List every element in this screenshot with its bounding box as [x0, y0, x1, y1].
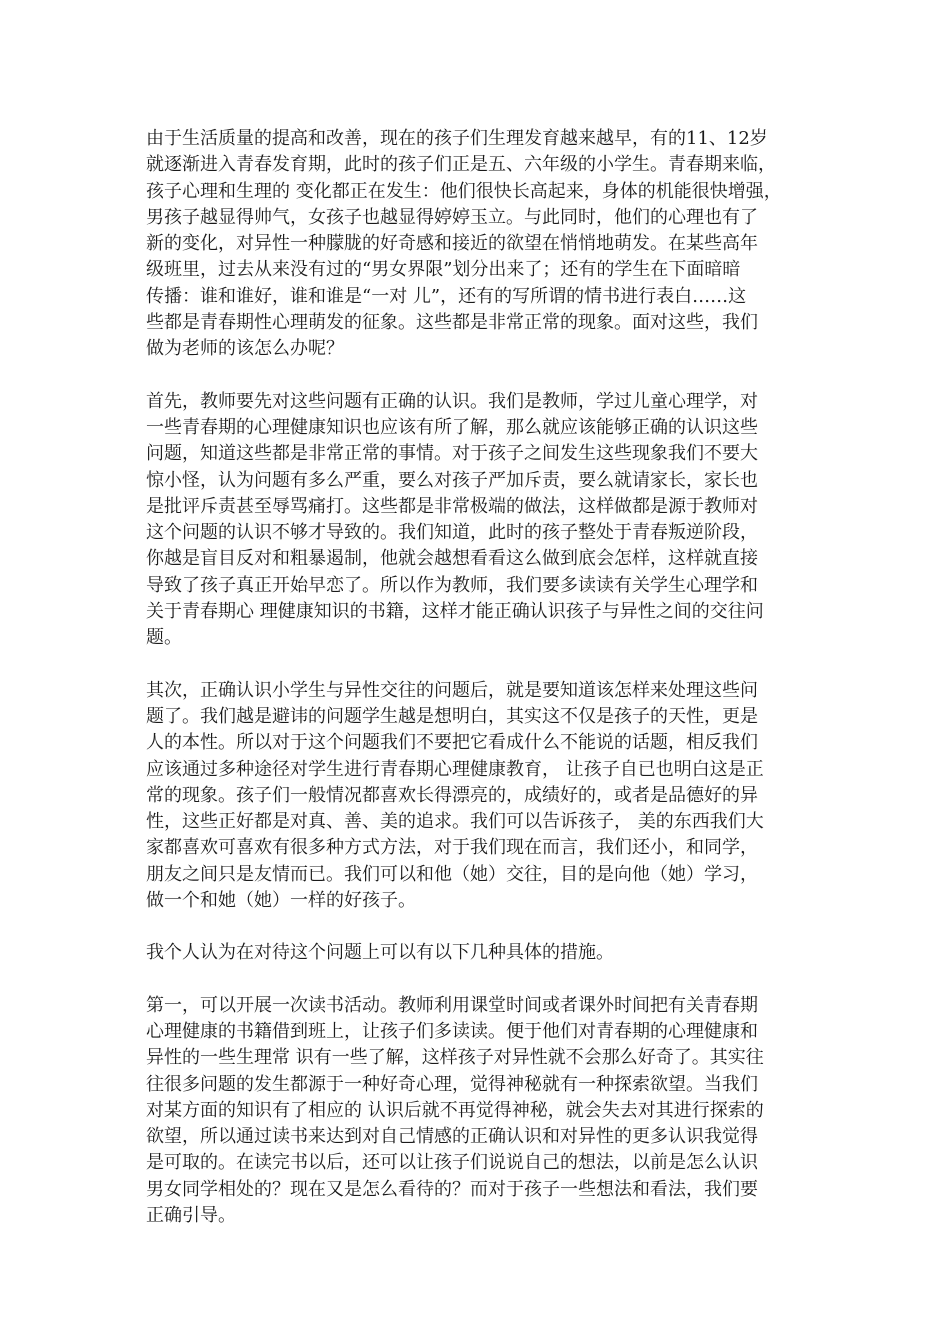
text-line: 男孩子越显得帅气，女孩子也越显得婷婷玉立。与此同时，他们的心理也有了	[146, 206, 758, 228]
text-line: 对某方面的知识有了相应的 认识后就不再觉得神秘，就会失去对其进行探索的	[146, 1099, 764, 1121]
text-line: 往很多问题的发生都源于一种好奇心理，觉得神秘就有一种探索欲望。当我们	[146, 1073, 758, 1095]
document-page	[146, 126, 822, 1255]
text-line: 男女同学相处的？现在又是怎么看待的？而对于孩子一些想法和看法，我们要	[146, 1178, 758, 1200]
text-line: 由于生活质量的提高和改善，现在的孩子们生理发育越来越早，有的11、12岁	[146, 128, 768, 149]
text-line: 做为老师的该怎么办呢？	[146, 338, 344, 360]
text-line: 题。	[146, 627, 182, 649]
text-line: 问题，知道这些都是非常正常的事情。对于孩子之间发生这些现象我们不要大	[146, 443, 758, 465]
text-line: 就逐渐进入青春发育期，此时的孩子们正是五、六年级的小学生。青春期来临，	[146, 154, 776, 176]
text-line: 第一，可以开展一次读书活动。教师利用课堂时间或者课外时间把有关青春期	[146, 994, 758, 1016]
text-line: 家都喜欢可喜欢有很多种方式方法，对于我们现在而言，我们还小，和同学，	[146, 837, 758, 859]
text-line: 这个问题的认识不够才导致的。我们知道，此时的孩子整处于青春叛逆阶段，	[146, 522, 758, 544]
text-line: 心理健康的书籍借到班上，让孩子们多读读。便于他们对青春期的心理健康和	[146, 1020, 758, 1042]
text-line: 朋友之间只是友情而已。我们可以和他（她）交往，目的是向他（她）学习，	[146, 863, 758, 885]
text-line: 人的本性。所以对于这个问题我们不要把它看成什么不能说的话题，相反我们	[146, 732, 758, 754]
text-line: 首先，教师要先对这些问题有正确的认识。我们是教师，学过儿童心理学，对	[146, 390, 758, 412]
text-line: 常的现象。孩子们一般情况都喜欢长得漂亮的，成绩好的，或者是品德好的异	[146, 784, 758, 806]
text-line: 我个人认为在对待这个问题上可以有以下几种具体的措施。	[146, 942, 614, 964]
text-line: 是可取的。在读完书以后，还可以让孩子们说说自己的想法，以前是怎么认识	[146, 1152, 758, 1174]
text-line: 关于青春期心 理健康知识的书籍，这样才能正确认识孩子与异性之间的交往问	[146, 601, 764, 623]
text-line: 性，这些正好都是对真、善、美的追求。我们可以告诉孩子， 美的东西我们大	[146, 811, 764, 833]
text-line: 级班里，过去从来没有过的“男女界限”划分出来了；还有的学生在下面暗暗	[146, 259, 741, 281]
text-line: 是批评斥责甚至辱骂痛打。这些都是非常极端的做法，这样做都是源于教师对	[146, 495, 758, 517]
text-line: 惊小怪，认为问题有多么严重，要么对孩子严加斥责，要么就请家长，家长也	[146, 469, 758, 491]
text-line: 正确引导。	[146, 1204, 236, 1226]
paragraph-4	[146, 940, 822, 966]
paragraph-3	[146, 678, 822, 915]
text-line: 欲望，所以通过读书来达到对自己情感的正确认识和对异性的更多认识我觉得	[146, 1126, 758, 1148]
text-line: 应该通过多种途径对学生进行青春期心理健康教育， 让孩子自已也明白这是正	[146, 758, 764, 780]
paragraph-5	[146, 993, 822, 1230]
text-line: 你越是盲目反对和粗暴遏制，他就会越想看看这么做到底会怎样，这样就直接	[146, 548, 758, 570]
text-line: 题了。我们越是避讳的问题学生越是想明白，其实这不仅是孩子的天性，更是	[146, 705, 758, 727]
text-line: 新的变化，对异性一种朦胧的好奇感和接近的欲望在悄悄地萌发。在某些高年	[146, 233, 758, 255]
text-line: 传播：谁和谁好，谁和谁是“一对 儿”，还有的写所谓的情书进行表白……这	[146, 285, 747, 307]
text-line: 导致了孩子真正开始早恋了。所以作为教师，我们要多读读有关学生心理学和	[146, 574, 758, 596]
paragraph-2	[146, 389, 822, 652]
text-line: 些都是青春期性心理萌发的征象。这些都是非常正常的现象。面对这些，我们	[146, 312, 758, 334]
text-line: 孩子心理和生理的 变化都正在发生：他们很快长高起来，身体的机能很快增强，	[146, 180, 782, 202]
paragraph-1	[146, 126, 822, 363]
text-line: 其次，正确认识小学生与异性交往的问题后，就是要知道该怎样来处理这些问	[146, 679, 758, 701]
text-line: 做一个和她（她）一样的好孩子。	[146, 890, 416, 912]
text-line: 一些青春期的心理健康知识也应该有所了解，那么就应该能够正确的认识这些	[146, 416, 758, 438]
text-line: 异性的一些生理常 识有一些了解，这样孩子对异性就不会那么好奇了。其实往	[146, 1047, 764, 1069]
